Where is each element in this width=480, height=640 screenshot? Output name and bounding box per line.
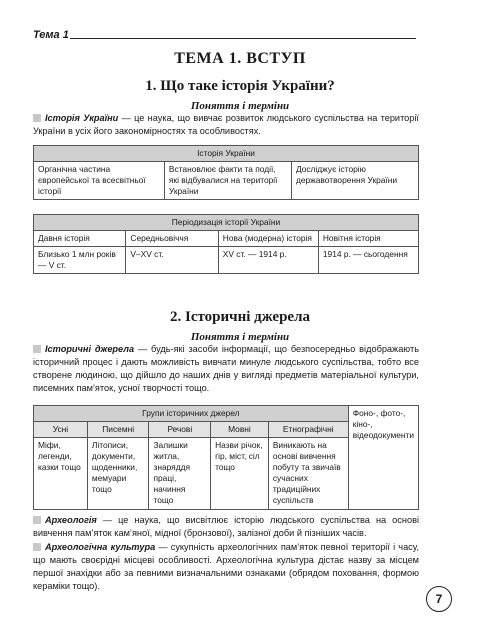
periodization-table xyxy=(33,214,419,274)
table-cell: Літописи, документи, щоденники, мемуари тощо xyxy=(87,438,149,510)
archaeology-definition xyxy=(33,514,419,540)
section2-subtitle: Поняття і терміни xyxy=(190,331,290,343)
table-cell: Фоно-, фото-, кіно-, відеодокументи xyxy=(348,406,418,510)
sources-table xyxy=(33,405,419,510)
section1-definition xyxy=(33,112,419,138)
definition-text: — сукупність археологічних пам’яток певної території і часу, що мають своєрідні місцеві особливості. Археологічна культура дістає назву за місцем першої знахідки або за певними визначальними ознаками (обрядом поховання, формою кераміки тощо). xyxy=(33,542,419,591)
table-cell: 1914 р. — сьогодення xyxy=(318,247,418,274)
table-header: Періодизація історії України xyxy=(34,215,419,231)
bullet-icon xyxy=(33,543,41,551)
definition-term: Історія України xyxy=(45,113,119,123)
section1-title: 1. Що таке історія України? xyxy=(145,78,335,94)
table-cell: Досліджує історію державотворення України xyxy=(291,162,418,200)
section2-title: 2. Історичні джерела xyxy=(169,309,310,325)
culture-definition xyxy=(33,541,419,593)
bullet-icon xyxy=(33,345,41,353)
table-cell: Органічна частина європейської та всесвітньої історії xyxy=(34,162,165,200)
bullet-icon xyxy=(33,516,41,524)
table-cell: XV ст. — 1914 р. xyxy=(218,247,318,274)
section1-subtitle: Поняття і терміни xyxy=(190,100,290,112)
table-cell: Виникають на основі вивчення побуту та звичаїв сучасних традиційних суспільств xyxy=(268,438,348,510)
history-table xyxy=(33,145,419,200)
group-label: Усні xyxy=(34,422,88,438)
definition-text: — будь-які засоби інформації, що безпосередньо відображають історичний процес і дають можливість вивчати минуле людського суспільства, тобто все створене людиною, що дійшло до наших днів у вигляді предметів матеріальної культури, писемних пам’яток, усної творчості тощо. xyxy=(33,344,419,393)
topic-title: ТЕМА 1. ВСТУП xyxy=(174,50,306,67)
definition-term: Археологія xyxy=(45,515,97,525)
group-label: Етнографічні xyxy=(268,422,348,438)
table-header: Групи історичних джерел xyxy=(34,406,349,422)
table-cell: Нова (модерна) історія xyxy=(218,231,318,247)
bullet-icon xyxy=(33,114,41,122)
table-cell: Близько 1 млн років — V ст. xyxy=(34,247,126,274)
group-label: Мовні xyxy=(211,422,269,438)
group-label: Писемні xyxy=(87,422,149,438)
group-label: Речові xyxy=(149,422,211,438)
page-number: 7 xyxy=(426,586,452,612)
definition-term: Археологічна культура xyxy=(45,542,156,552)
definition-term: Історичні джерела xyxy=(45,344,135,354)
section2-definition xyxy=(33,343,419,395)
table-cell: Новітня історія xyxy=(318,231,418,247)
table-cell: Залишки житла, знаряддя праці, начиння тощо xyxy=(149,438,211,510)
table-cell: Встановлює факти та події, які відбувалися на території України xyxy=(164,162,291,200)
header-rule xyxy=(70,38,416,39)
definition-text: — це наука, що вивчає розвиток людського суспільства на території України в усіх його закономірностях та особливостях. xyxy=(33,113,419,136)
table-cell: Давня історія xyxy=(34,231,126,247)
table-header: Історія України xyxy=(34,146,419,162)
table-cell: V–XV ст. xyxy=(126,247,218,274)
topic-label: Тема 1 xyxy=(33,29,69,41)
table-cell: Міфи, легенди, казки тощо xyxy=(34,438,88,510)
table-cell: Середньовіччя xyxy=(126,231,218,247)
table-cell: Назви річок, гір, міст, сіл тощо xyxy=(211,438,269,510)
definition-text: — це наука, що висвітлює історію людського суспільства на основі вивчення пам’яток кам’яної, мідної (бронзової), залізної доби й пізніших часів. xyxy=(33,515,419,538)
